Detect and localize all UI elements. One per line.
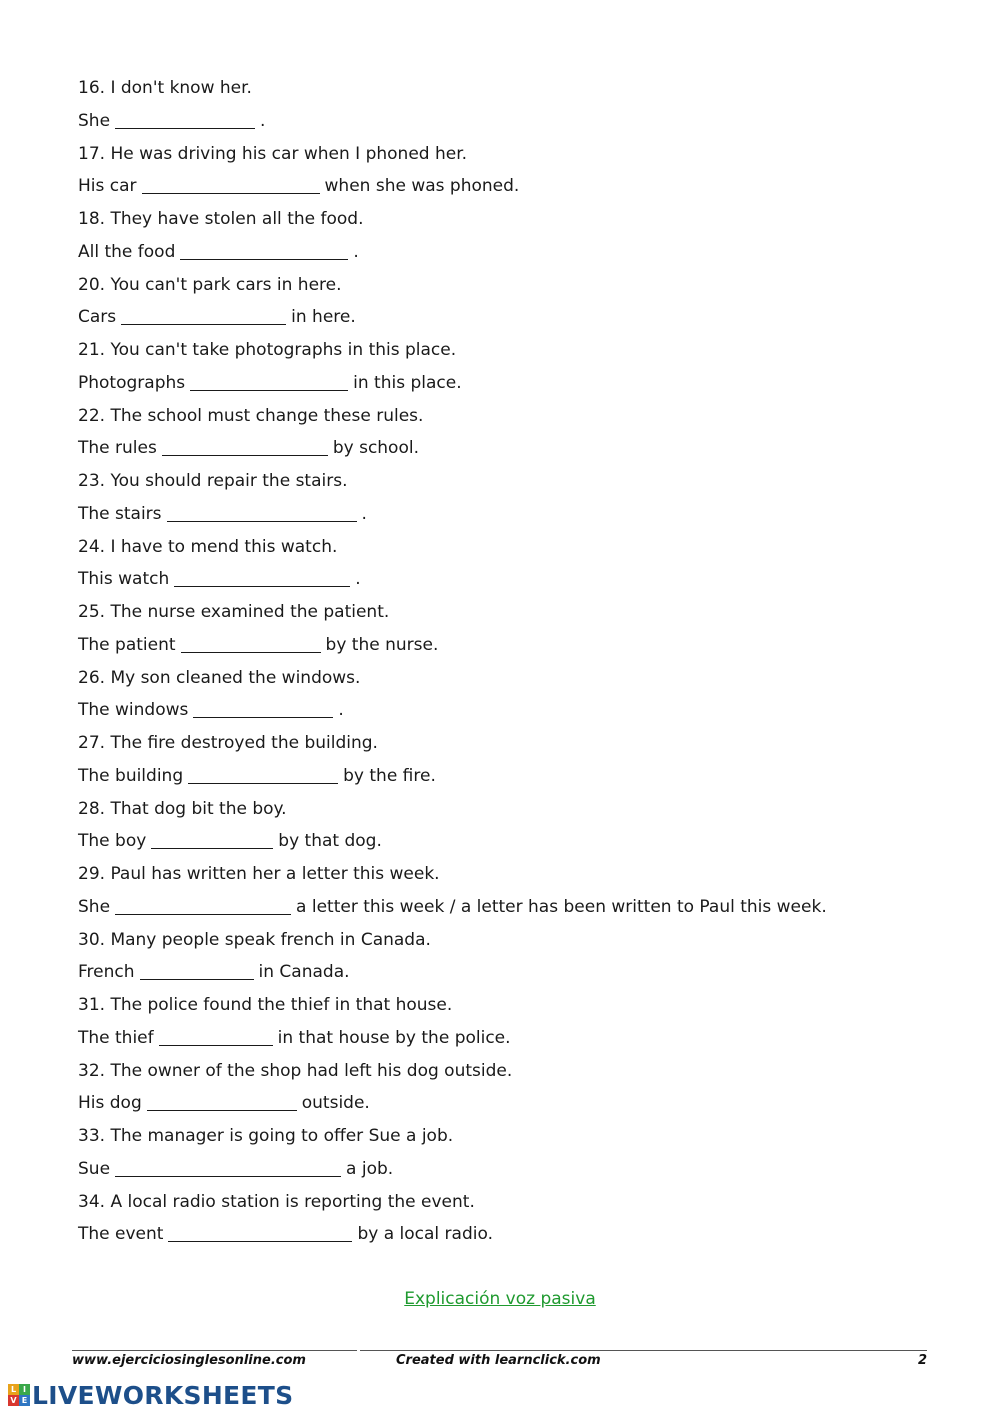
exercise-item <box>78 858 978 924</box>
answer-text: The event <box>78 1224 164 1245</box>
answer-text: Sue <box>78 1158 111 1179</box>
answer-text: by school. <box>332 438 419 459</box>
exercise-item <box>78 334 978 400</box>
exercise-item <box>78 727 978 793</box>
answer-blank[interactable] <box>151 830 273 849</box>
exercise-item <box>78 269 978 335</box>
answer-text: by that dog. <box>278 831 382 852</box>
exercise-item <box>78 989 978 1055</box>
answer-text: The patient <box>78 634 176 655</box>
answer-blank[interactable] <box>115 110 255 129</box>
exercise-answer-line <box>78 891 978 924</box>
exercise-item <box>78 400 978 466</box>
answer-text: The rules <box>78 438 157 459</box>
exercise-item <box>78 1120 978 1186</box>
logo-letter: I <box>19 1384 30 1395</box>
answer-blank[interactable] <box>121 306 286 325</box>
answer-text: French <box>78 962 135 983</box>
brand-name: LIVEWORKSHEETS <box>32 1380 294 1410</box>
exercise-item <box>78 1055 978 1121</box>
answer-text: The boy <box>78 831 147 852</box>
answer-blank[interactable] <box>180 241 348 260</box>
answer-blank[interactable] <box>193 699 333 718</box>
exercise-item <box>78 531 978 597</box>
exercise-prompt: 21. You can't take photographs in this place. <box>78 340 457 360</box>
exercise-answer-line <box>78 760 978 793</box>
answer-text: a job. <box>346 1158 394 1179</box>
liveworksheets-logo <box>8 1380 293 1410</box>
answer-blank[interactable] <box>140 961 254 980</box>
answer-text: This watch <box>78 569 170 590</box>
exercise-answer-line <box>78 432 978 465</box>
exercise-item <box>78 203 978 269</box>
answer-text: when she was phoned. <box>324 176 520 197</box>
footer-divider-left <box>72 1350 357 1351</box>
exercise-item <box>78 465 978 531</box>
answer-text: His dog <box>78 1093 142 1114</box>
answer-text: by the fire. <box>343 765 436 786</box>
answer-blank[interactable] <box>115 896 291 915</box>
logo-letter: E <box>19 1395 30 1406</box>
exercise-item <box>78 793 978 859</box>
exercise-prompt: 20. You can't park cars in here. <box>78 274 342 295</box>
exercise-prompt: 31. The police found the thief in that house. <box>78 995 453 1015</box>
logo-letter: V <box>8 1395 19 1406</box>
exercise-item <box>78 924 978 990</box>
footer-website: www.ejerciciosinglesonline.com <box>72 1353 306 1368</box>
brand-logo-icon <box>8 1384 30 1406</box>
exercise-prompt: 32. The owner of the shop had left his dog outside. <box>78 1060 513 1081</box>
exercise-answer-line <box>78 105 978 138</box>
exercise-item <box>78 662 978 728</box>
answer-text: a letter this week / a letter has been written to Paul this week. <box>296 896 827 917</box>
exercise-answer-line <box>78 825 978 858</box>
answer-text: in this place. <box>353 372 462 393</box>
answer-text: The building <box>78 765 184 786</box>
exercise-prompt: 26. My son cleaned the windows. <box>78 667 361 688</box>
exercise-prompt: 25. The nurse examined the patient. <box>78 602 390 622</box>
answer-text: in Canada. <box>258 962 350 983</box>
answer-blank[interactable] <box>115 1158 341 1177</box>
answer-text: by a local radio. <box>357 1224 493 1245</box>
answer-text: in that house by the police. <box>277 1027 511 1048</box>
exercise-answer-line <box>78 956 978 989</box>
exercise-prompt: 17. He was driving his car when I phoned her. <box>78 143 468 164</box>
exercise-answer-line <box>78 563 978 596</box>
answer-blank[interactable] <box>181 634 321 653</box>
answer-blank[interactable] <box>190 372 348 391</box>
answer-text: The thief <box>78 1027 154 1048</box>
exercise-prompt: 33. The manager is going to offer Sue a job. <box>78 1126 454 1146</box>
answer-text: by the nurse. <box>325 634 439 655</box>
footer-created-with: Created with learnclick.com <box>396 1353 601 1368</box>
exercise-prompt: 34. A local radio station is reporting the event. <box>78 1191 475 1212</box>
answer-text: . <box>260 110 266 131</box>
exercise-answer-line <box>78 629 978 662</box>
exercise-prompt: 30. Many people speak french in Canada. <box>78 929 431 950</box>
logo-letter: L <box>8 1384 19 1395</box>
answer-text: . <box>355 569 361 590</box>
exercise-answer-line <box>78 1218 978 1251</box>
exercise-item <box>78 1186 978 1252</box>
exercise-answer-line <box>78 301 978 334</box>
answer-blank[interactable] <box>159 1027 273 1046</box>
answer-text: in here. <box>291 307 356 328</box>
exercise-item <box>78 138 978 204</box>
exercise-prompt: 22. The school must change these rules. <box>78 405 424 426</box>
exercise-answer-line <box>78 367 978 400</box>
answer-blank[interactable] <box>162 437 328 456</box>
answer-blank[interactable] <box>142 175 320 194</box>
answer-text: The stairs <box>78 503 162 524</box>
answer-blank[interactable] <box>147 1092 297 1111</box>
answer-text: Photographs <box>78 372 186 393</box>
exercise-answer-line <box>78 170 978 203</box>
exercise-list <box>78 72 978 1251</box>
answer-text: Cars <box>78 307 117 328</box>
answer-text: She <box>78 896 111 917</box>
answer-text: All the food <box>78 241 176 262</box>
exercise-answer-line <box>78 694 978 727</box>
exercise-prompt: 28. That dog bit the boy. <box>78 798 287 819</box>
exercise-prompt: 16. I don't know her. <box>78 78 252 98</box>
answer-text: . <box>353 241 359 262</box>
answer-blank[interactable] <box>188 765 338 784</box>
exercise-answer-line <box>78 1022 978 1055</box>
answer-blank[interactable] <box>168 1223 352 1242</box>
answer-text: outside. <box>301 1093 370 1114</box>
answer-text: . <box>338 700 344 721</box>
exercise-prompt: 18. They have stolen all the food. <box>78 209 364 229</box>
answer-blank[interactable] <box>174 568 350 587</box>
footer-divider-right <box>360 1350 927 1351</box>
passive-voice-link[interactable]: Explicación voz pasiva <box>404 1289 596 1309</box>
answer-text: . <box>361 503 367 524</box>
exercise-answer-line <box>78 1153 978 1186</box>
exercise-item <box>78 596 978 662</box>
answer-blank[interactable] <box>167 503 357 522</box>
answer-text: She <box>78 110 111 131</box>
answer-text: His car <box>78 176 137 197</box>
exercise-prompt: 29. Paul has written her a letter this week. <box>78 864 440 884</box>
exercise-item <box>78 72 978 138</box>
exercise-prompt: 27. The fire destroyed the building. <box>78 733 378 753</box>
exercise-prompt: 23. You should repair the stairs. <box>78 471 348 491</box>
exercise-answer-line <box>78 498 978 531</box>
answer-text: The windows <box>78 700 189 721</box>
page-number: 2 <box>918 1353 928 1368</box>
exercise-answer-line <box>78 236 978 269</box>
exercise-answer-line <box>78 1087 978 1120</box>
exercise-prompt: 24. I have to mend this watch. <box>78 536 338 557</box>
